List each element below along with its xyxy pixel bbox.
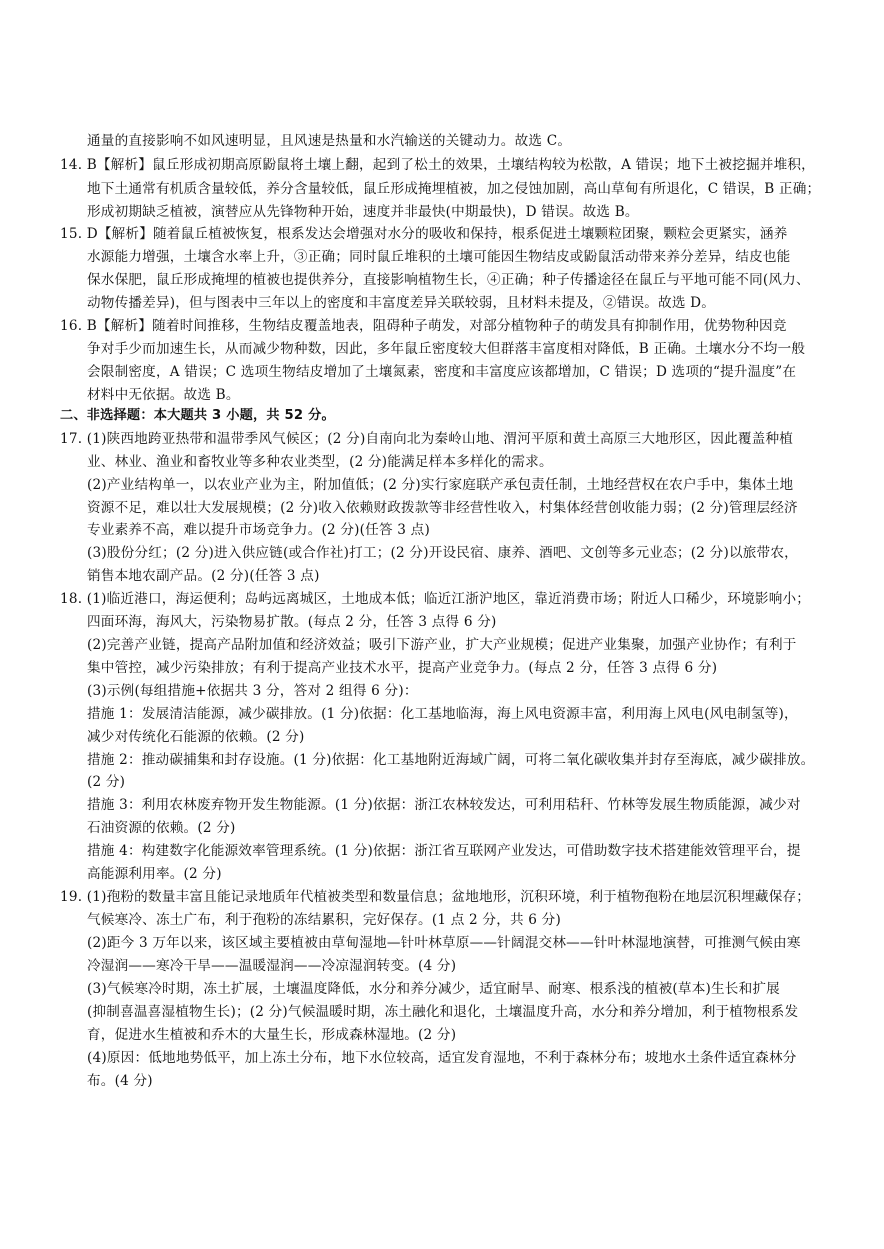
text-line: (2)完善产业链，提高产品附加值和经济效益；吸引下游产业，扩大产业规模；促进产业集聚，加强产业协作；有利于 <box>87 637 797 653</box>
text-line: 形成初期缺乏植被，演替应从先锋物种开始，速度并非最快(中期最快)，D 错误。故选 B。 <box>87 204 639 220</box>
text-line: 冷湿润——寒冷干旱——温暖湿润——冷凉湿润转变。(4 分) <box>87 958 457 974</box>
text-line: 减少对传统化石能源的依赖。(2 分) <box>87 729 305 745</box>
text-line: 争对手少而加速生长，从而减少物种数，因此，多年鼠丘密度较大但群落丰富度相对降低，B 正确。土壤水分不均一般 <box>87 341 806 357</box>
text-line: (抑制喜温喜湿植物生长)；(2 分)气候温暖时期，冻土融化和退化，土壤温度升高，水分和养分增加，利于植物根系发 <box>87 1004 799 1020</box>
text-line: 专业素养不高，难以提升市场竞争力。(2 分)(任答 3 点) <box>87 522 430 538</box>
answer-15-line: 15. D【解析】随着鼠丘植被恢复，根系发达会增强对水分的吸收和保持，根系促进土壤颗粒团聚，颗粒会更紧实，涵养 <box>60 226 788 242</box>
text-line: 保水保肥，鼠丘形成掩埋的植被也提供养分，直接影响植物生长，④正确；种子传播途径在鼠丘与平地可能不同(风力、 <box>87 272 810 288</box>
answer-17-line: 17. (1)陕西地跨亚热带和温带季风气候区；(2 分)自南向北为秦岭山地、渭河平原和黄土高原三大地形区，因此覆盖种植 <box>60 431 794 447</box>
text-line: 措施 3：利用农林废弃物开发生物能源。(1 分)依据：浙江农林较发达，可利用秸秆、竹林等发展生物质能源，减少对 <box>87 797 801 813</box>
text-line: 气候寒冷、冻土广布，利于孢粉的冻结累积，完好保存。(1 点 2 分，共 6 分) <box>87 912 561 928</box>
text-line: 通量的直接影响不如风速明显，且风速是热量和水汽输送的关键动力。故选 C。 <box>87 133 572 149</box>
text-line: 布。(4 分) <box>87 1073 153 1089</box>
text-line: 高能源利用率。(2 分) <box>87 866 222 882</box>
text-line: (3)示例(每组措施+依据共 3 分，答对 2 组得 6 分)： <box>87 683 418 699</box>
text-line: 会限制密度，A 错误；C 选项生物结皮增加了土壤氮素，密度和丰富度应该都增加，C 错误；D 选项的“提升温度”在 <box>87 364 797 380</box>
text-line: 资源不足，难以壮大发展规模；(2 分)收入依赖财政拨款等非经营性收入，村集体经营创收能力弱；(2 分)管理层经济 <box>87 500 798 516</box>
text-line: (3)股份分红；(2 分)进入供应链(或合作社)打工；(2 分)开设民宿、康养、酒吧、文创等多元业态；(2 分)以旅带农， <box>87 545 798 561</box>
text-line: (2)距今 3 万年以来，该区域主要植被由草甸湿地—针叶林草原——针阔混交林——针叶林湿地演替，可推测气候由寒 <box>87 935 801 951</box>
text-line: 措施 4：构建数字化能源效率管理系统。(1 分)依据：浙江省互联网产业发达，可借助数字技术搭建能效管理平台，提 <box>87 843 801 859</box>
section-heading: 二、非选择题：本大题共 3 小题，共 52 分。 <box>60 408 335 423</box>
text-line: 措施 2：推动碳捕集和封存设施。(1 分)依据：化工基地附近海域广阔，可将二氧化碳收集并封存至海底，减少碳排放。 <box>87 752 815 768</box>
text-line: 育，促进水生植被和乔木的大量生长，形成森林湿地。(2 分) <box>87 1027 457 1043</box>
answer-19-line: 19. (1)孢粉的数量丰富且能记录地质年代植被类型和数量信息；盆地地形，沉积环境，利于植物孢粉在地层沉积埋藏保存； <box>60 889 811 905</box>
text-line: 动物传播差异)，但与图表中三年以上的密度和丰富度差异关联较弱，且材料未提及，②错误。故选 D。 <box>87 295 716 311</box>
text-line: 地下土通常有机质含量较低，养分含量较低，鼠丘形成掩埋植被，加之侵蚀加剧，高山草甸有所退化，C 错误，B 正确； <box>87 181 821 197</box>
text-line: (4)原因：低地地势低平，加上冻土分布，地下水位较高，适宜发育湿地，不利于森林分布；坡地水土条件适宜森林分 <box>87 1050 797 1066</box>
answer-14-line: 14. B【解析】鼠丘形成初期高原鼢鼠将土壤上翻，起到了松土的效果，土壤结构较为松散，A 错误；地下土被挖掘并堆积， <box>60 157 815 173</box>
text-line: 业、林业、渔业和畜牧业等多种农业类型，(2 分)能满足样本多样化的需求。 <box>87 454 553 470</box>
text-line: (2 分) <box>87 774 126 790</box>
text-line: 水源能力增强，土壤含水率上升，③正确；同时鼠丘堆积的土壤可能因生物结皮或鼢鼠活动带来养分差异，结皮也能 <box>87 249 791 265</box>
text-line: 集中管控，减少污染排放；有利于提高产业技术水平，提高产业竞争力。(每点 2 分，任答 3 点得 6 分) <box>87 660 718 676</box>
text-line: 四面环海，海风大，污染物易扩散。(每点 2 分，任答 3 点得 6 分) <box>87 614 497 630</box>
text-line: 石油资源的依赖。(2 分) <box>87 820 236 836</box>
answer-16-line: 16. B【解析】随着时间推移，生物结皮覆盖地表，阻碍种子萌发，对部分植物种子的萌发具有抑制作用，优势物种因竞 <box>60 318 787 334</box>
text-line: 措施 1：发展清洁能源，减少碳排放。(1 分)依据：化工基地临海，海上风电资源丰富，利用海上风电(风电制氢等)， <box>87 706 798 722</box>
text-line: (2)产业结构单一，以农业产业为主，附加值低；(2 分)实行家庭联产承包责任制，土地经营权在农户手中，集体土地 <box>87 477 794 493</box>
text-line: 材料中无依据。故选 B。 <box>87 387 240 403</box>
answer-18-line: 18. (1)临近港口，海运便利；岛屿远离城区，土地成本低；临近江浙沪地区，靠近消费市场；附近人口稀少，环境影响小； <box>60 591 811 607</box>
text-line: (3)气候寒冷时期，冻土扩展，土壤温度降低，水分和养分减少，适宜耐旱、耐寒、根系浅的植被(草本)生长和扩展 <box>87 981 780 997</box>
text-line: 销售本地农副产品。(2 分)(任答 3 点) <box>87 568 320 584</box>
